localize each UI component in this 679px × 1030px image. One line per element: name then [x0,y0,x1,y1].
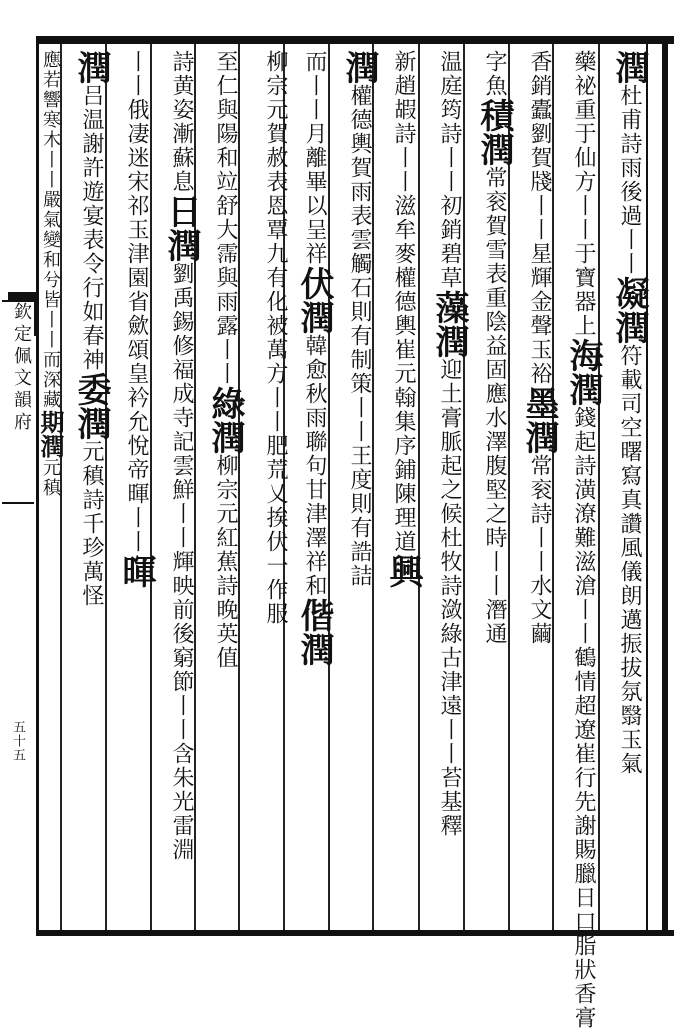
column-text: 常衮賀雪表重陰益固應水澤腹堅之時丨丨潛通 [482,166,507,646]
column-text: 韓愈秋雨聯句甘津澤祥和 [302,334,327,598]
column-text: 迎土膏脈起之候杜牧詩潋綠古津遠丨丨苔基釋 [437,358,462,838]
column-text: 則有制策丨丨王度則有誥詰 [347,300,372,588]
text-column-13 [68,50,111,925]
text-column-5 [426,50,469,925]
text-column-14 [36,50,65,925]
headword: 凝潤 [609,276,649,344]
column-text: 常衮詩丨 [527,454,552,550]
headword: 伏潤 [294,266,334,334]
headword: 偕潤 [294,598,334,666]
text-column-12 [113,50,156,925]
column-text: 丨丨于寶器上 [571,194,596,338]
column-text: 窮節丨丨含朱光雷淵 [169,646,194,862]
page-border-right [662,36,668,936]
column-text: 丨丨俄凄迷 [124,50,149,170]
page-border-top [38,36,674,44]
headword: 日潤 [161,194,201,262]
column-text: 丨丨肥荒乂挨伏一作服 [263,386,288,626]
column-text: 應若響寒木丨丨嚴氣變和 [40,50,61,270]
headword: 暉 [116,554,156,588]
column-text: 元稹 [40,458,61,498]
column-text: 宋祁玉津園省歛頌皇衿允悅帝暉丨丨 [124,170,149,554]
text-column-9 [246,50,286,925]
column-text: 劉禹錫修福成寺記雲鮮丨丨輝映前後 [169,262,194,646]
column-text: 詩黄姿漸蘇息 [169,50,194,194]
column-text: 元稹詩千珍萬怪 [79,440,104,608]
headword: 潤 [71,50,111,84]
column-text: 至仁與陽和竝舒大霈與雨露丨丨 [213,50,238,386]
column-text: 温庭筠詩丨丨初銷碧草 [437,50,462,290]
page-number: 五十五 [10,720,25,762]
column-text: 後過丨丨 [617,180,642,276]
headword: 興 [383,554,423,588]
headword: 積潤 [474,98,514,166]
text-column-3 [516,50,559,925]
column-text: 吕温謝許遊宴表令行如春神 [79,84,104,372]
headword: 藻潤 [429,290,469,358]
column-text: 權德輿賀雨表雲觸石 [347,84,372,300]
column-text: 兮皆丨丨而深藏 [40,270,61,410]
column-text: 符載司空曙寫真讚風儀朗邁振拔氛翳玉氣 [617,344,642,776]
text-column-1 [606,50,649,925]
column-text: 新趙嘏詩丨丨滋牟麥 [391,50,416,266]
text-column-11 [158,50,201,925]
text-column-4 [471,50,514,925]
column-text: 柳宗元賀赦表恩覃九有化被萬方 [263,50,288,386]
column-text: 字魚 [482,50,507,98]
headword: 海潤 [563,338,603,406]
text-column-10 [202,50,245,925]
text-column-8 [291,50,334,925]
page-inner-rule-right [646,44,648,930]
column-text: 而丨丨月離畢以呈祥 [302,50,327,266]
headword: 委潤 [71,372,111,440]
column-text: 藥祕重于仙方 [571,50,596,194]
headword: 潤 [609,50,649,84]
column-text: 丨水文繭 [527,550,552,646]
margin-book-title: 欽定佩文韻府 [2,300,34,504]
column-text: 錢起詩潢潦難滋滄丨丨鶴情超遼崔行先謝賜臘日口脂狀香膏 [571,406,596,1030]
column-text: 權德輿崔元翰集序鋪陳理道 [391,266,416,554]
headword: 綠潤 [205,386,245,454]
headword: 期潤 [36,410,65,458]
column-text: 香銷蠹 [527,50,552,122]
text-column-6 [380,50,423,925]
column-text: 柳宗元紅蕉詩晚英值 [213,454,238,670]
column-text: 杜甫詩雨 [617,84,642,180]
text-column-2 [560,50,603,1030]
headword: 墨潤 [519,386,559,454]
headword: 潤 [339,50,379,84]
column-text: 劉賀牋丨丨星輝金聲玉裕 [527,122,552,386]
text-column-7 [336,50,379,925]
